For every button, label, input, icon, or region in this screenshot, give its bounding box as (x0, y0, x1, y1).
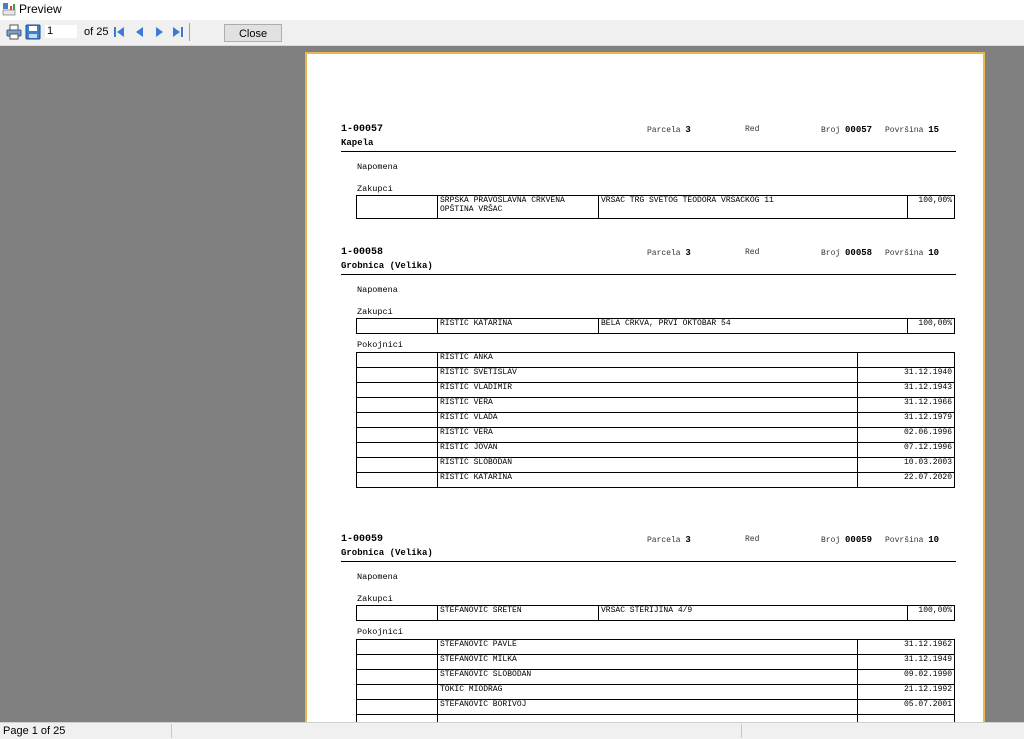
napomena-label: Napomena (357, 285, 398, 295)
record-type: Grobnica (Velika) (341, 261, 433, 271)
table-row (357, 443, 955, 458)
table-row (357, 670, 955, 685)
table-row (357, 685, 955, 700)
zakupac-address: VRŠAC STERIJINA 4/9 (599, 606, 908, 621)
record-type: Grobnica (Velika) (341, 548, 433, 558)
last-page-icon[interactable] (172, 26, 184, 38)
zakupac-name: RISTIĆ KATARINA (438, 319, 599, 334)
parcela-label: Parcela (647, 249, 681, 258)
table-row (357, 368, 955, 383)
zakupac-name: STEFANOVIĆ SRETEN (438, 606, 599, 621)
table-row (357, 383, 955, 398)
record-divider (341, 561, 956, 562)
pokojnik-date: 02.06.1996 (858, 428, 955, 443)
broj-value: 00057 (845, 125, 873, 135)
record-type: Kapela (341, 138, 374, 148)
table-row (357, 473, 955, 488)
povrsina-value: 10 (928, 248, 940, 258)
first-page-icon[interactable] (113, 26, 125, 38)
table-row (357, 353, 955, 368)
report-page (305, 52, 985, 722)
pokojnik-name: RISTIĆ SLOBODAN (438, 458, 858, 473)
parcela-value: 3 (685, 248, 691, 258)
table-row (357, 428, 955, 443)
preview-viewport[interactable] (0, 46, 1024, 722)
pokojnik-name: TOKIĆ MIODRAG (438, 685, 858, 700)
pokojnici-label: Pokojnici (357, 627, 403, 637)
record-id: 1-00058 (341, 247, 384, 258)
pokojnik-name: STEFANOVIĆ MILKA (438, 655, 858, 670)
save-icon[interactable] (25, 24, 41, 40)
pokojnik-name: RISTIĆ VERA (438, 398, 858, 413)
title-bar (0, 0, 1024, 20)
pokojnik-date: 31.12.1966 (858, 398, 955, 413)
status-bar (0, 722, 1024, 739)
pokojnik-date: 31.12.1962 (858, 640, 955, 655)
table-row (357, 458, 955, 473)
pokojnik-date: 31.12.1940 (858, 368, 955, 383)
table-row (357, 655, 955, 670)
zakupac-share: 100,00% (908, 606, 955, 621)
red-label: Red (745, 535, 760, 544)
pokojnik-name: RISTIĆ VERA (438, 428, 858, 443)
pokojnik-name: RISTIĆ SVETISLAV (438, 368, 858, 383)
table-row (357, 413, 955, 428)
pokojnik-date: 10.03.2003 (858, 458, 955, 473)
pokojnik-date: 31.12.1979 (858, 413, 955, 428)
pokojnik-name: RISTIĆ JOVAN (438, 443, 858, 458)
table-row (357, 398, 955, 413)
pokojnici-label: Pokojnici (357, 340, 403, 350)
zakupci-label: Zakupci (357, 307, 393, 317)
zakupac-share: 100,00% (908, 319, 955, 334)
povrsina-value: 15 (928, 125, 940, 135)
pokojnik-name: STEFANOVIĆ BORIVOJ (438, 700, 858, 715)
previous-page-icon[interactable] (134, 26, 146, 38)
zakupac-address: VRŠAC TRG SVETOG TEODORA VRŠAČKOG 11 (599, 196, 908, 219)
table-row (357, 640, 955, 655)
pokojnik-name: STEFANOVIĆ PAVLE (438, 640, 858, 655)
zakupci-table (356, 195, 955, 219)
zakupac-name: SRPSKA PRAVOSLAVNA CRKVENA OPŠTINA VRŠAC (438, 196, 599, 219)
table-row (357, 700, 955, 715)
pokojnik-date: 31.12.1949 (858, 655, 955, 670)
napomena-label: Napomena (357, 572, 398, 582)
zakupci-label: Zakupci (357, 594, 393, 604)
pokojnik-name: RISTIĆ KATARINA (438, 473, 858, 488)
zakupci-table (356, 318, 955, 334)
pokojnici-table (356, 639, 955, 722)
broj-label: Broj (821, 249, 841, 258)
pokojnik-name: RISTIĆ VLADA (438, 413, 858, 428)
pokojnik-date: 21.12.1992 (858, 685, 955, 700)
pokojnik-name: RISTIĆ ANKA (438, 353, 858, 368)
broj-label: Broj (821, 126, 841, 135)
parcela-value: 3 (685, 535, 691, 545)
status-page-text: Page 1 of 25 (3, 725, 66, 737)
page-count-label: of 25 (84, 26, 109, 38)
print-icon[interactable] (6, 24, 22, 40)
povrsina-label: Površina (885, 536, 924, 545)
zakupac-address: BELA CRKVA, PRVI OKTOBAR 54 (599, 319, 908, 334)
pokojnik-name: RISTIĆ VLADIMIR (438, 383, 858, 398)
red-label: Red (745, 248, 760, 257)
parcela-label: Parcela (647, 126, 681, 135)
pokojnik-date: 05.07.2001 (858, 700, 955, 715)
record-divider (341, 151, 956, 152)
pokojnik-name: STEFANOVIĆ SLOBODAN (438, 670, 858, 685)
toolbar (0, 20, 1024, 46)
table-row (357, 715, 955, 723)
zakupci-label: Zakupci (357, 184, 393, 194)
toolbar-separator (189, 23, 190, 41)
broj-value: 00059 (845, 535, 873, 545)
app-icon (2, 2, 16, 16)
parcela-value: 3 (685, 125, 691, 135)
record-divider (341, 274, 956, 275)
broj-value: 00058 (845, 248, 873, 258)
zakupci-table (356, 605, 955, 621)
table-row (357, 606, 955, 621)
povrsina-value: 10 (928, 535, 940, 545)
window-title: Preview (19, 2, 62, 16)
red-label: Red (745, 125, 760, 134)
zakupac-share: 100,00% (908, 196, 955, 219)
pokojnik-date: 07.12.1996 (858, 443, 955, 458)
napomena-label: Napomena (357, 162, 398, 172)
record-id: 1-00057 (341, 124, 384, 135)
close-button[interactable]: Close (224, 24, 282, 42)
povrsina-label: Površina (885, 249, 924, 258)
table-row (357, 196, 955, 219)
pokojnik-date: 22.07.2020 (858, 473, 955, 488)
pokojnici-table (356, 352, 955, 488)
record-id: 1-00059 (341, 534, 384, 545)
table-row (357, 319, 955, 334)
parcela-label: Parcela (647, 536, 681, 545)
broj-label: Broj (821, 536, 841, 545)
pokojnik-date: 31.12.1943 (858, 383, 955, 398)
pokojnik-date: 09.02.1990 (858, 670, 955, 685)
povrsina-label: Površina (885, 126, 924, 135)
pokojnik-date (858, 353, 955, 368)
page-number-input[interactable] (44, 24, 78, 39)
next-page-icon[interactable] (153, 26, 165, 38)
